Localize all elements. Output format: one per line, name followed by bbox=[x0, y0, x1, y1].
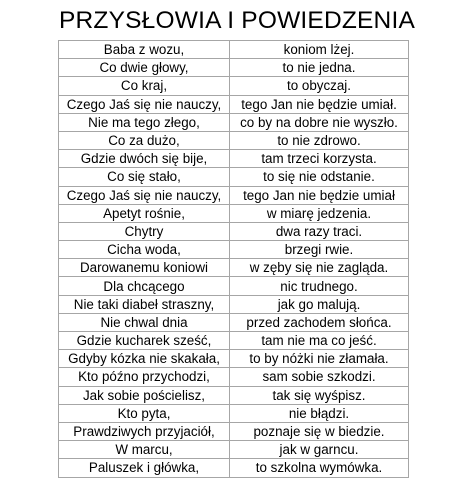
table-row bbox=[59, 131, 409, 149]
proverb-ending-cell: tam trzeci korzysta. bbox=[230, 150, 409, 168]
proverb-beginning-cell: Co się stało, bbox=[59, 168, 230, 186]
proverb-beginning-cell: Nie ma tego złego, bbox=[59, 113, 230, 131]
proverb-beginning-cell: Czego Jaś się nie nauczy, bbox=[59, 186, 230, 204]
proverb-beginning-cell: Darowanemu koniowi bbox=[59, 259, 230, 277]
table-row bbox=[59, 441, 409, 459]
proverb-ending-cell: to szkolna wymówka. bbox=[230, 459, 409, 477]
table-row bbox=[59, 368, 409, 386]
proverb-ending-cell: koniom lżej. bbox=[230, 41, 409, 59]
table-row bbox=[59, 386, 409, 404]
table-row bbox=[59, 422, 409, 440]
proverb-beginning-cell: Apetyt rośnie, bbox=[59, 204, 230, 222]
proverb-beginning-cell: Gdyby kózka nie skakała, bbox=[59, 350, 230, 368]
proverb-ending-cell: brzegi rwie. bbox=[230, 241, 409, 259]
proverb-ending-cell: tego Jan nie będzie umiał. bbox=[230, 95, 409, 113]
proverb-beginning-cell: Kto pyta, bbox=[59, 404, 230, 422]
proverb-beginning-cell: Paluszek i główka, bbox=[59, 459, 230, 477]
proverb-ending-cell: w zęby się nie zagląda. bbox=[230, 259, 409, 277]
table-row bbox=[59, 168, 409, 186]
proverb-beginning-cell: Czego Jaś się nie nauczy, bbox=[59, 95, 230, 113]
proverb-ending-cell: sam sobie szkodzi. bbox=[230, 368, 409, 386]
proverb-ending-cell: przed zachodem słońca. bbox=[230, 313, 409, 331]
table-row bbox=[59, 95, 409, 113]
proverb-beginning-cell: Jak sobie pościelisz, bbox=[59, 386, 230, 404]
table-row bbox=[59, 277, 409, 295]
proverb-beginning-cell: Dla chcącego bbox=[59, 277, 230, 295]
table-row bbox=[59, 241, 409, 259]
proverb-ending-cell: jak w garncu. bbox=[230, 441, 409, 459]
proverb-beginning-cell: Baba z wozu, bbox=[59, 41, 230, 59]
proverb-beginning-cell: Kto późno przychodzi, bbox=[59, 368, 230, 386]
proverb-ending-cell: jak go malują. bbox=[230, 295, 409, 313]
page-title: PRZYSŁOWIA I POWIEDZENIA bbox=[58, 7, 416, 34]
proverb-ending-cell: tam nie ma co jeść. bbox=[230, 332, 409, 350]
proverb-ending-cell: nie błądzi. bbox=[230, 404, 409, 422]
proverb-ending-cell: w miarę jedzenia. bbox=[230, 204, 409, 222]
proverb-beginning-cell: Co za dużo, bbox=[59, 131, 230, 149]
table-row bbox=[59, 204, 409, 222]
proverb-ending-cell: to się nie odstanie. bbox=[230, 168, 409, 186]
proverb-ending-cell: co by na dobre nie wyszło. bbox=[230, 113, 409, 131]
table-row bbox=[59, 150, 409, 168]
proverb-beginning-cell: Nie taki diabeł straszny, bbox=[59, 295, 230, 313]
table-row bbox=[59, 459, 409, 477]
table-row bbox=[59, 59, 409, 77]
proverb-ending-cell: to nie jedna. bbox=[230, 59, 409, 77]
proverb-ending-cell: to by nóżki nie złamała. bbox=[230, 350, 409, 368]
table-row bbox=[59, 41, 409, 59]
table-row bbox=[59, 313, 409, 331]
table-row bbox=[59, 404, 409, 422]
table-row bbox=[59, 186, 409, 204]
proverb-beginning-cell: Chytry bbox=[59, 222, 230, 240]
proverb-beginning-cell: W marcu, bbox=[59, 441, 230, 459]
table-row bbox=[59, 113, 409, 131]
proverb-beginning-cell: Nie chwal dnia bbox=[59, 313, 230, 331]
proverb-ending-cell: tak się wyśpisz. bbox=[230, 386, 409, 404]
proverb-beginning-cell: Gdzie kucharek sześć, bbox=[59, 332, 230, 350]
proverbs-table bbox=[58, 40, 409, 478]
proverb-beginning-cell: Co kraj, bbox=[59, 77, 230, 95]
proverb-ending-cell: nic trudnego. bbox=[230, 277, 409, 295]
table-row bbox=[59, 222, 409, 240]
proverb-beginning-cell: Cicha woda, bbox=[59, 241, 230, 259]
proverbs-table-body bbox=[59, 41, 409, 478]
proverb-ending-cell: tego Jan nie będzie umiał bbox=[230, 186, 409, 204]
proverb-beginning-cell: Gdzie dwóch się bije, bbox=[59, 150, 230, 168]
proverb-beginning-cell: Prawdziwych przyjaciół, bbox=[59, 422, 230, 440]
proverb-ending-cell: to nie zdrowo. bbox=[230, 131, 409, 149]
proverb-ending-cell: poznaje się w biedzie. bbox=[230, 422, 409, 440]
table-row bbox=[59, 350, 409, 368]
table-row bbox=[59, 259, 409, 277]
proverb-beginning-cell: Co dwie głowy, bbox=[59, 59, 230, 77]
table-row bbox=[59, 332, 409, 350]
table-row bbox=[59, 77, 409, 95]
proverb-ending-cell: dwa razy traci. bbox=[230, 222, 409, 240]
proverb-ending-cell: to obyczaj. bbox=[230, 77, 409, 95]
table-row bbox=[59, 295, 409, 313]
